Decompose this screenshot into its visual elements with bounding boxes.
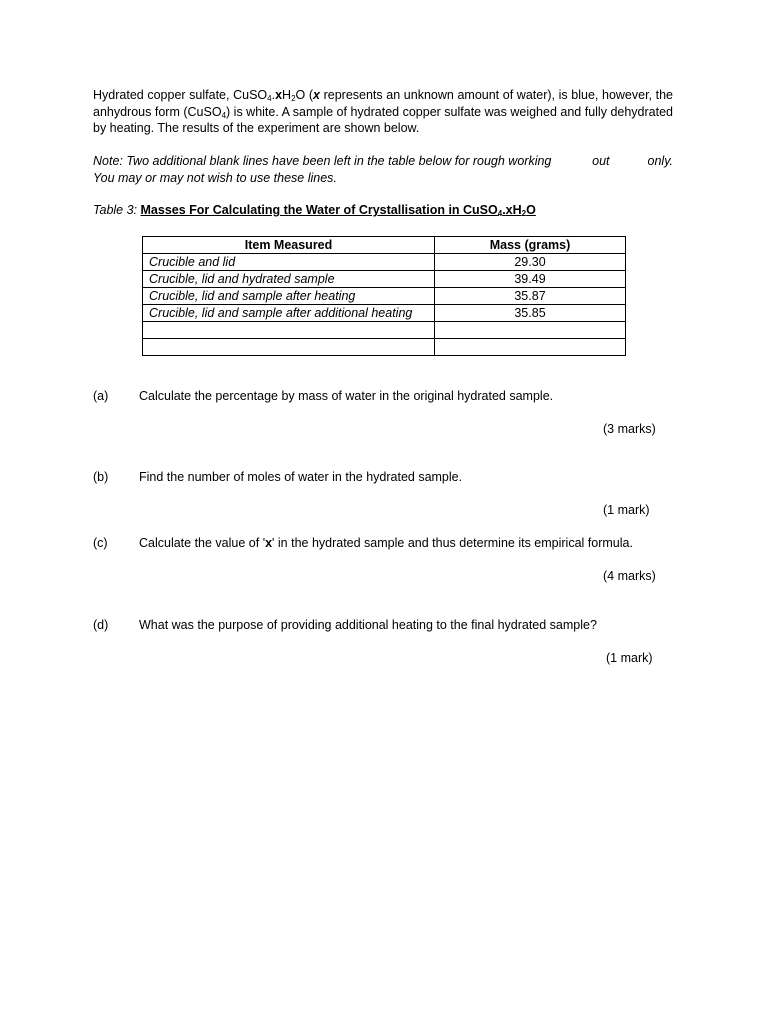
mass-cell: 29.30: [435, 254, 626, 271]
marks-c: (4 marks): [603, 569, 656, 583]
item-cell: Crucible, lid and hydrated sample: [143, 271, 435, 288]
mass-cell: [435, 322, 626, 339]
item-cell: [143, 322, 435, 339]
note-text: out: [592, 154, 610, 168]
intro-text: H: [282, 88, 292, 102]
item-cell: Crucible and lid: [143, 254, 435, 271]
table-header-row: [143, 237, 626, 254]
marks-b: (1 mark): [603, 503, 650, 517]
subscript: 4: [497, 209, 503, 218]
subscript: 2: [291, 94, 296, 103]
subscript: 4: [221, 110, 227, 120]
table-caption-label: Table 3:: [93, 203, 141, 217]
question-text: What was the purpose of providing additional heating to the final hydrated sample?: [139, 618, 597, 632]
question-text: Find the number of moles of water in the hydrated sample.: [139, 470, 463, 484]
intro-text: represents an unknown amount of water), is blue, however, the anhydrous form (CuSO: [93, 88, 674, 119]
question-text-part: ' in the hydrated sample and thus determine its empirical formula.: [272, 536, 633, 550]
intro-text: ) is white. A sample of hydrated copper sulfate was weighed and fully dehydrated by heating. The results of the experiment are shown below.: [93, 104, 673, 135]
question-label: (d): [93, 618, 109, 632]
variable-x: x: [275, 88, 283, 102]
intro-text: .: [271, 88, 276, 102]
mass-cell: 35.85: [435, 305, 626, 322]
note-text: only.: [647, 154, 673, 168]
note-text: Note: Two additional blank lines have been left in the table below for rough working: [93, 154, 552, 168]
mass-cell: 39.49: [435, 271, 626, 288]
table-row: [143, 254, 626, 271]
mass-cell: [435, 339, 626, 356]
subscript: 2: [521, 209, 527, 218]
item-cell: [143, 339, 435, 356]
caption-title-text: O: [526, 203, 536, 217]
table-caption-title: [141, 203, 536, 217]
table-caption: [93, 202, 673, 218]
item-cell: Crucible, lid and sample after heating: [143, 288, 435, 305]
variable-x: x: [265, 536, 273, 550]
table-row: [143, 305, 626, 322]
marks-d: (1 mark): [606, 651, 653, 665]
table-row: [143, 288, 626, 305]
marks-a: (3 marks): [603, 422, 656, 436]
table-row: [143, 271, 626, 288]
question-text-part: Calculate the value of ': [139, 536, 266, 550]
mass-table: [142, 236, 626, 356]
header-mass: Mass (grams): [435, 237, 626, 254]
caption-title-text: .xH: [502, 203, 522, 217]
note-paragraph: [93, 153, 673, 186]
item-cell: Crucible, lid and sample after additional heating: [143, 305, 435, 322]
question-label: (a): [93, 389, 109, 403]
header-item-measured: Item Measured: [143, 237, 435, 254]
question-text: Calculate the percentage by mass of water in the original hydrated sample.: [139, 389, 554, 403]
mass-cell: 35.87: [435, 288, 626, 305]
note-text: You may or may not wish to use these lines.: [93, 170, 337, 185]
caption-title-text: Masses For Calculating the Water of Crystallisation in CuSO: [140, 203, 498, 217]
intro-text: O (: [295, 88, 314, 102]
question-label: (b): [93, 470, 109, 484]
table-row-blank: [143, 339, 626, 356]
table-row-blank: [143, 322, 626, 339]
question-text: [139, 535, 633, 551]
question-label: (c): [93, 536, 108, 550]
subscript: 4: [267, 94, 272, 103]
intro-paragraph: [93, 87, 673, 137]
variable-x: x: [313, 88, 320, 102]
intro-text: Hydrated copper sulfate, CuSO: [93, 88, 268, 102]
